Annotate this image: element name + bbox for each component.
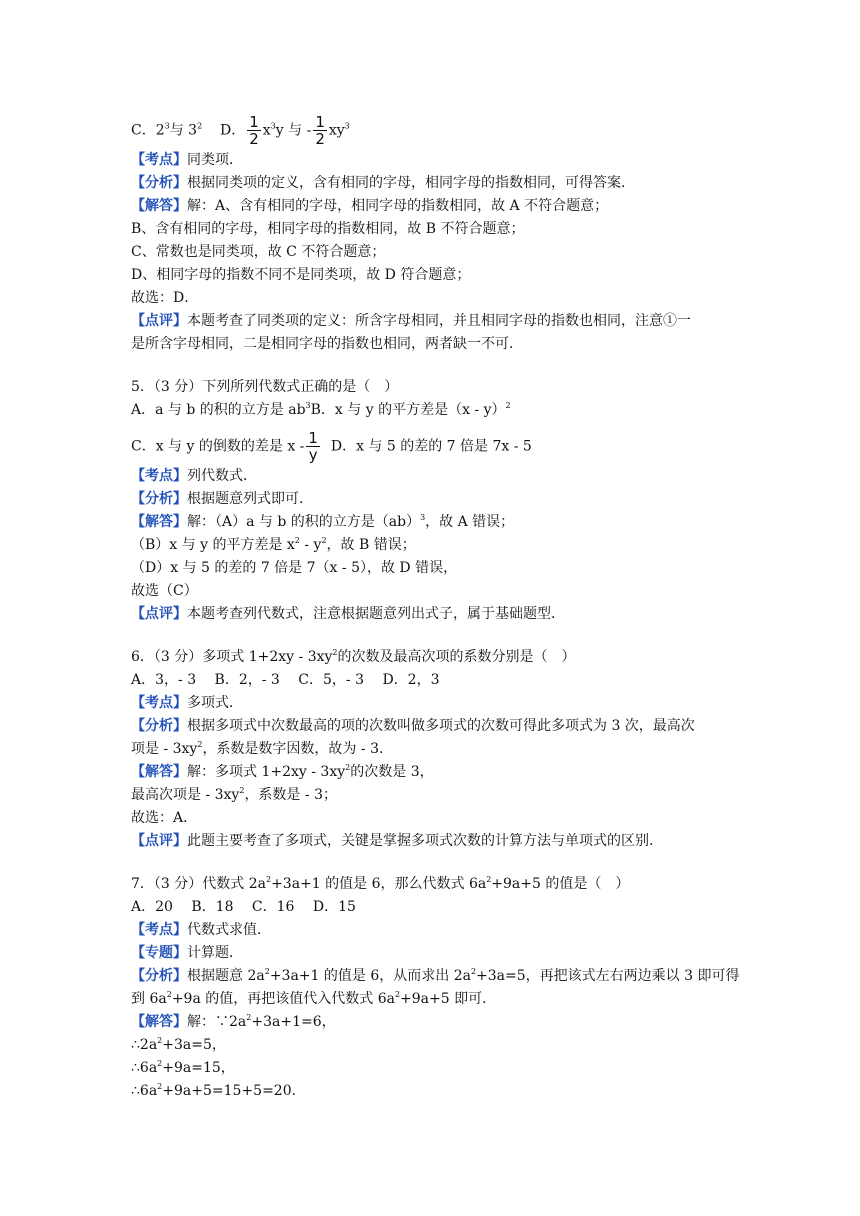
q5-line-d: （D）x 与 5 的差的 7 倍是 7（x - 5），故 D 错误， <box>131 560 458 576</box>
q7-fenxi: 【分析】根据题意 $2a^2+3a+1$ 的值是 6，从而求出 $2a^2+3a=5$，再把该式左右两边乘以 3 即可得 <box>131 967 740 984</box>
q7-stem: 7．（3 分）代数式 $2a^2+3a+1$ 的值是 6，那么代数式 $6a^2+9a+5$ 的值是（ ） <box>131 875 630 892</box>
q7-step-3: $\therefore 6a^2+9a+5=15+5=20$． <box>131 1082 306 1099</box>
q4-fenxi: 【分析】根据同类项的定义，含有相同的字母，相同字母的指数相同，可得答案． <box>131 175 635 191</box>
q5-line-b: （B）x 与 y 的平方差是 $x^2 - y^2$，故 B 错误； <box>131 536 416 553</box>
q4-line-d: D、相同字母的指数不同不是同类项，故 D 符合题意； <box>131 267 471 283</box>
q4-choose: 故选：D． <box>131 290 199 306</box>
fraction-one-half: $\frac{1}{2}$ <box>249 113 259 148</box>
q4-jieda: 【解答】解：A、含有相同的字母，相同字母的指数相同，故 A 不符合题意； <box>131 198 609 214</box>
q6-line-2: 最高次项是 - $3xy^2$，系数是 - 3； <box>131 786 337 803</box>
q7-fenxi-cont: 到 $6a^2+9a$ 的值，再把该值代入代数式 $6a^2+9a+5$ 即可． <box>131 990 497 1007</box>
q6-stem: 6．（3 分）多项式 $1+2xy - 3xy^2$的次数及最高次项的系数分别是（ ） <box>131 648 576 665</box>
q4-options-cd: C．$2^3$与 $3^2$ D． $\frac{1}{2}$ $x^3y$ 与 - $\frac{1}{2}$ $xy^3$ <box>131 113 350 148</box>
q4-line-b: B、含有相同的字母，相同字母的指数相同，故 B 不符合题意； <box>131 221 525 237</box>
q7-kaodian: 【考点】代数式求值． <box>131 922 271 938</box>
q7-zhuanti: 【专题】计算题． <box>131 945 243 961</box>
q4-line-c: C、常数也是同类项，故 C 不符合题意； <box>131 244 386 260</box>
q7-jieda: 【解答】解：$\because 2a^2+3a+1=6$， <box>131 1013 336 1030</box>
q7-options: A．20 B．18 C．16 D．15 <box>131 899 356 915</box>
q4-dianping-cont: 是所含字母相同，二是相同字母的指数也相同，两者缺一不可． <box>131 336 523 352</box>
q5-jieda: 【解答】解：（A）a 与 b 的积的立方是（ab）$^3$，故 A 错误； <box>131 513 515 530</box>
q4-dianping: 【点评】本题考查了同类项的定义：所含字母相同，并且相同字母的指数也相同，注意①一 <box>131 313 691 329</box>
fraction-one-over-y: $\frac{1}{y}$ <box>308 429 318 464</box>
q5-kaodian: 【考点】列代数式． <box>131 468 257 484</box>
q5-fenxi: 【分析】根据题意列式即可． <box>131 491 313 507</box>
q6-fenxi: 【分析】根据多项式中次数最高的项的次数叫做多项式的次数可得此多项式为 3 次，最高次 <box>131 718 695 734</box>
q4-kaodian: 【考点】同类项． <box>131 152 243 168</box>
q7-step-1: $\therefore 2a^2+3a=5$， <box>131 1036 226 1053</box>
q7-step-2: $\therefore 6a^2+9a=15$， <box>131 1059 235 1076</box>
q5-options-ab: A．a 与 b 的积的立方是 $ab^3B$．x 与 y 的平方差是（x - y）$^2$ <box>131 401 511 418</box>
fraction-one-half: $\frac{1}{2}$ <box>315 113 325 148</box>
q6-choose: 故选：A． <box>131 810 198 826</box>
q6-jieda: 【解答】解：多项式 $1+2xy - 3xy^2$的次数是 3， <box>131 763 434 780</box>
q6-fenxi-cont: 项是 - $3xy^2$，系数是数字因数，故为 - 3． <box>131 740 393 757</box>
q5-options-cd: C．x 与 y 的倒数的差是 x - $\frac{1}{y}$ D．x 与 5 的差的 7 倍是 7x - 5 <box>131 429 532 464</box>
q6-options: A．3，- 3 B．2，- 3 C．5，- 3 D．2，3 <box>131 672 440 688</box>
q6-kaodian: 【考点】多项式． <box>131 695 243 711</box>
q6-dianping: 【点评】此题主要考查了多项式，关键是掌握多项式次数的计算方法与单项式的区别． <box>131 833 663 849</box>
q5-dianping: 【点评】本题考查列代数式，注意根据题意列出式子，属于基础题型． <box>131 606 565 622</box>
q5-choose: 故选（C） <box>131 583 198 599</box>
q5-stem: 5．（3 分）下列所列代数式正确的是（ ） <box>131 379 399 395</box>
